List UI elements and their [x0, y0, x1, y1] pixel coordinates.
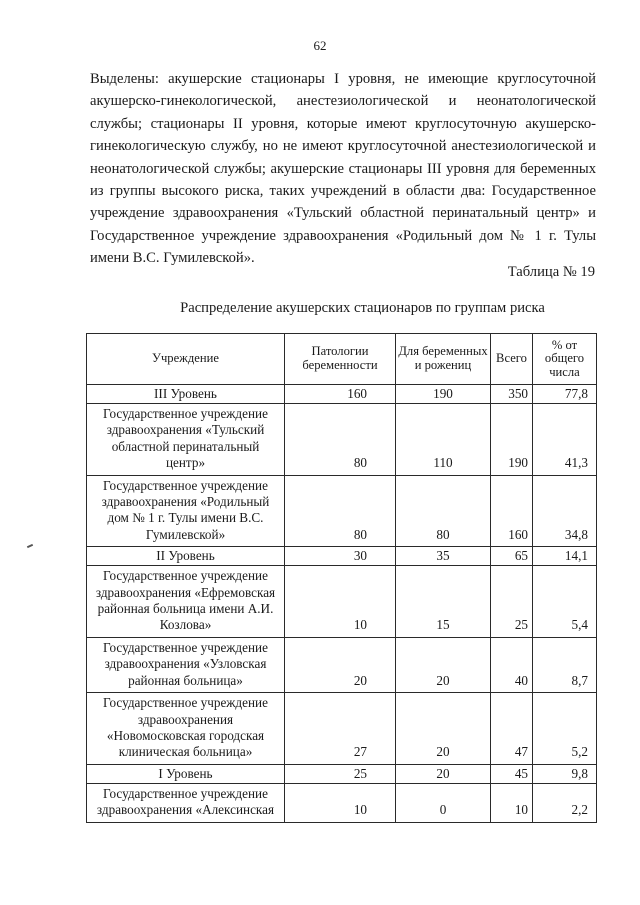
cell-total: 25: [491, 566, 533, 638]
cell-percent: 77,8: [533, 385, 597, 404]
cell-pathology: 25: [285, 764, 396, 783]
cell-total: 40: [491, 637, 533, 692]
cell-percent: 14,1: [533, 547, 597, 566]
cell-institution: Государственное учреждение здравоохранения «Узловская районная больница»: [87, 637, 285, 692]
cell-total: 45: [491, 764, 533, 783]
cell-institution: Государственное учреждение здравоохранения «Новомосковская городская клиническая больница»: [87, 693, 285, 765]
cell-pathology: 160: [285, 385, 396, 404]
cell-pregnant: 190: [396, 385, 491, 404]
cell-percent: 5,2: [533, 693, 597, 765]
table-row-level-1: [87, 764, 597, 783]
cell-pregnant: 15: [396, 566, 491, 638]
header-percent: % от общего числа: [533, 334, 597, 385]
risk-distribution-table: [86, 333, 597, 823]
table-row-level-2: [87, 547, 597, 566]
table-header-row: [87, 334, 597, 385]
cell-pregnant: 0: [396, 783, 491, 822]
cell-total: 190: [491, 404, 533, 476]
cell-pathology: 20: [285, 637, 396, 692]
scan-mark: [27, 544, 33, 548]
cell-institution: Государственное учреждение здравоохранения «Родильный дом № 1 г. Тулы имени В.С. Гумилевской»: [87, 475, 285, 547]
header-institution: Учреждение: [87, 334, 285, 385]
cell-pregnant: 35: [396, 547, 491, 566]
header-pathology: Патологии беременности: [285, 334, 396, 385]
cell-percent: 8,7: [533, 637, 597, 692]
table-row: [87, 475, 597, 547]
cell-percent: 2,2: [533, 783, 597, 822]
cell-pregnant: 110: [396, 404, 491, 476]
cell-percent: 5,4: [533, 566, 597, 638]
cell-pathology: 80: [285, 475, 396, 547]
table-row: [87, 566, 597, 638]
cell-total: 10: [491, 783, 533, 822]
cell-total: 47: [491, 693, 533, 765]
cell-pregnant: 80: [396, 475, 491, 547]
cell-institution: Государственное учреждение здравоохранения «Ефремовская районная больница имени А.И. Козлова»: [87, 566, 285, 638]
cell-pathology: 80: [285, 404, 396, 476]
table-row-level-3: [87, 385, 597, 404]
table-row: [87, 783, 597, 822]
cell-percent: 41,3: [533, 404, 597, 476]
cell-institution: II Уровень: [87, 547, 285, 566]
cell-pregnant: 20: [396, 693, 491, 765]
cell-institution: Государственное учреждение здравоохранения «Тульский областной перинатальный центр»: [87, 404, 285, 476]
cell-pathology: 10: [285, 566, 396, 638]
cell-total: 350: [491, 385, 533, 404]
table-row: [87, 404, 597, 476]
cell-pathology: 10: [285, 783, 396, 822]
table-title: Распределение акушерских стационаров по группам риска: [180, 300, 545, 316]
cell-pregnant: 20: [396, 637, 491, 692]
table-row: [87, 693, 597, 765]
intro-paragraph: Выделены: акушерские стационары I уровня, не имеющие круглосуточной акушерско-гинекологической, анестезиологической и неонатологической службы; стационары II уровня, которые имеют круглосуточную акушерско-гинекологическую службу, но не имеют круглосуточной анестезиологической и неонатологической службы; акушерские стационары III уровня для беременных из группы высокого риска, таких учреждений в области два: Государственное учреждение здравоохранения «Тульский областной перинатальный центр» и Государственное учреждение здравоохранения «Родильный дом № 1 г. Тулы имени В.С. Гумилевской».: [90, 71, 596, 267]
header-pregnant: Для беременных и рожениц: [396, 334, 491, 385]
page-number: 62: [313, 38, 327, 53]
cell-percent: 9,8: [533, 764, 597, 783]
cell-percent: 34,8: [533, 475, 597, 547]
cell-pregnant: 20: [396, 764, 491, 783]
cell-institution: III Уровень: [87, 385, 285, 404]
cell-total: 160: [491, 475, 533, 547]
cell-institution: I Уровень: [87, 764, 285, 783]
table-label: Таблица № 19: [507, 264, 595, 280]
table-row: [87, 637, 597, 692]
cell-pathology: 30: [285, 547, 396, 566]
cell-total: 65: [491, 547, 533, 566]
cell-pathology: 27: [285, 693, 396, 765]
header-total: Всего: [491, 334, 533, 385]
cell-institution: Государственное учреждение здравоохранения «Алексинская: [87, 783, 285, 822]
